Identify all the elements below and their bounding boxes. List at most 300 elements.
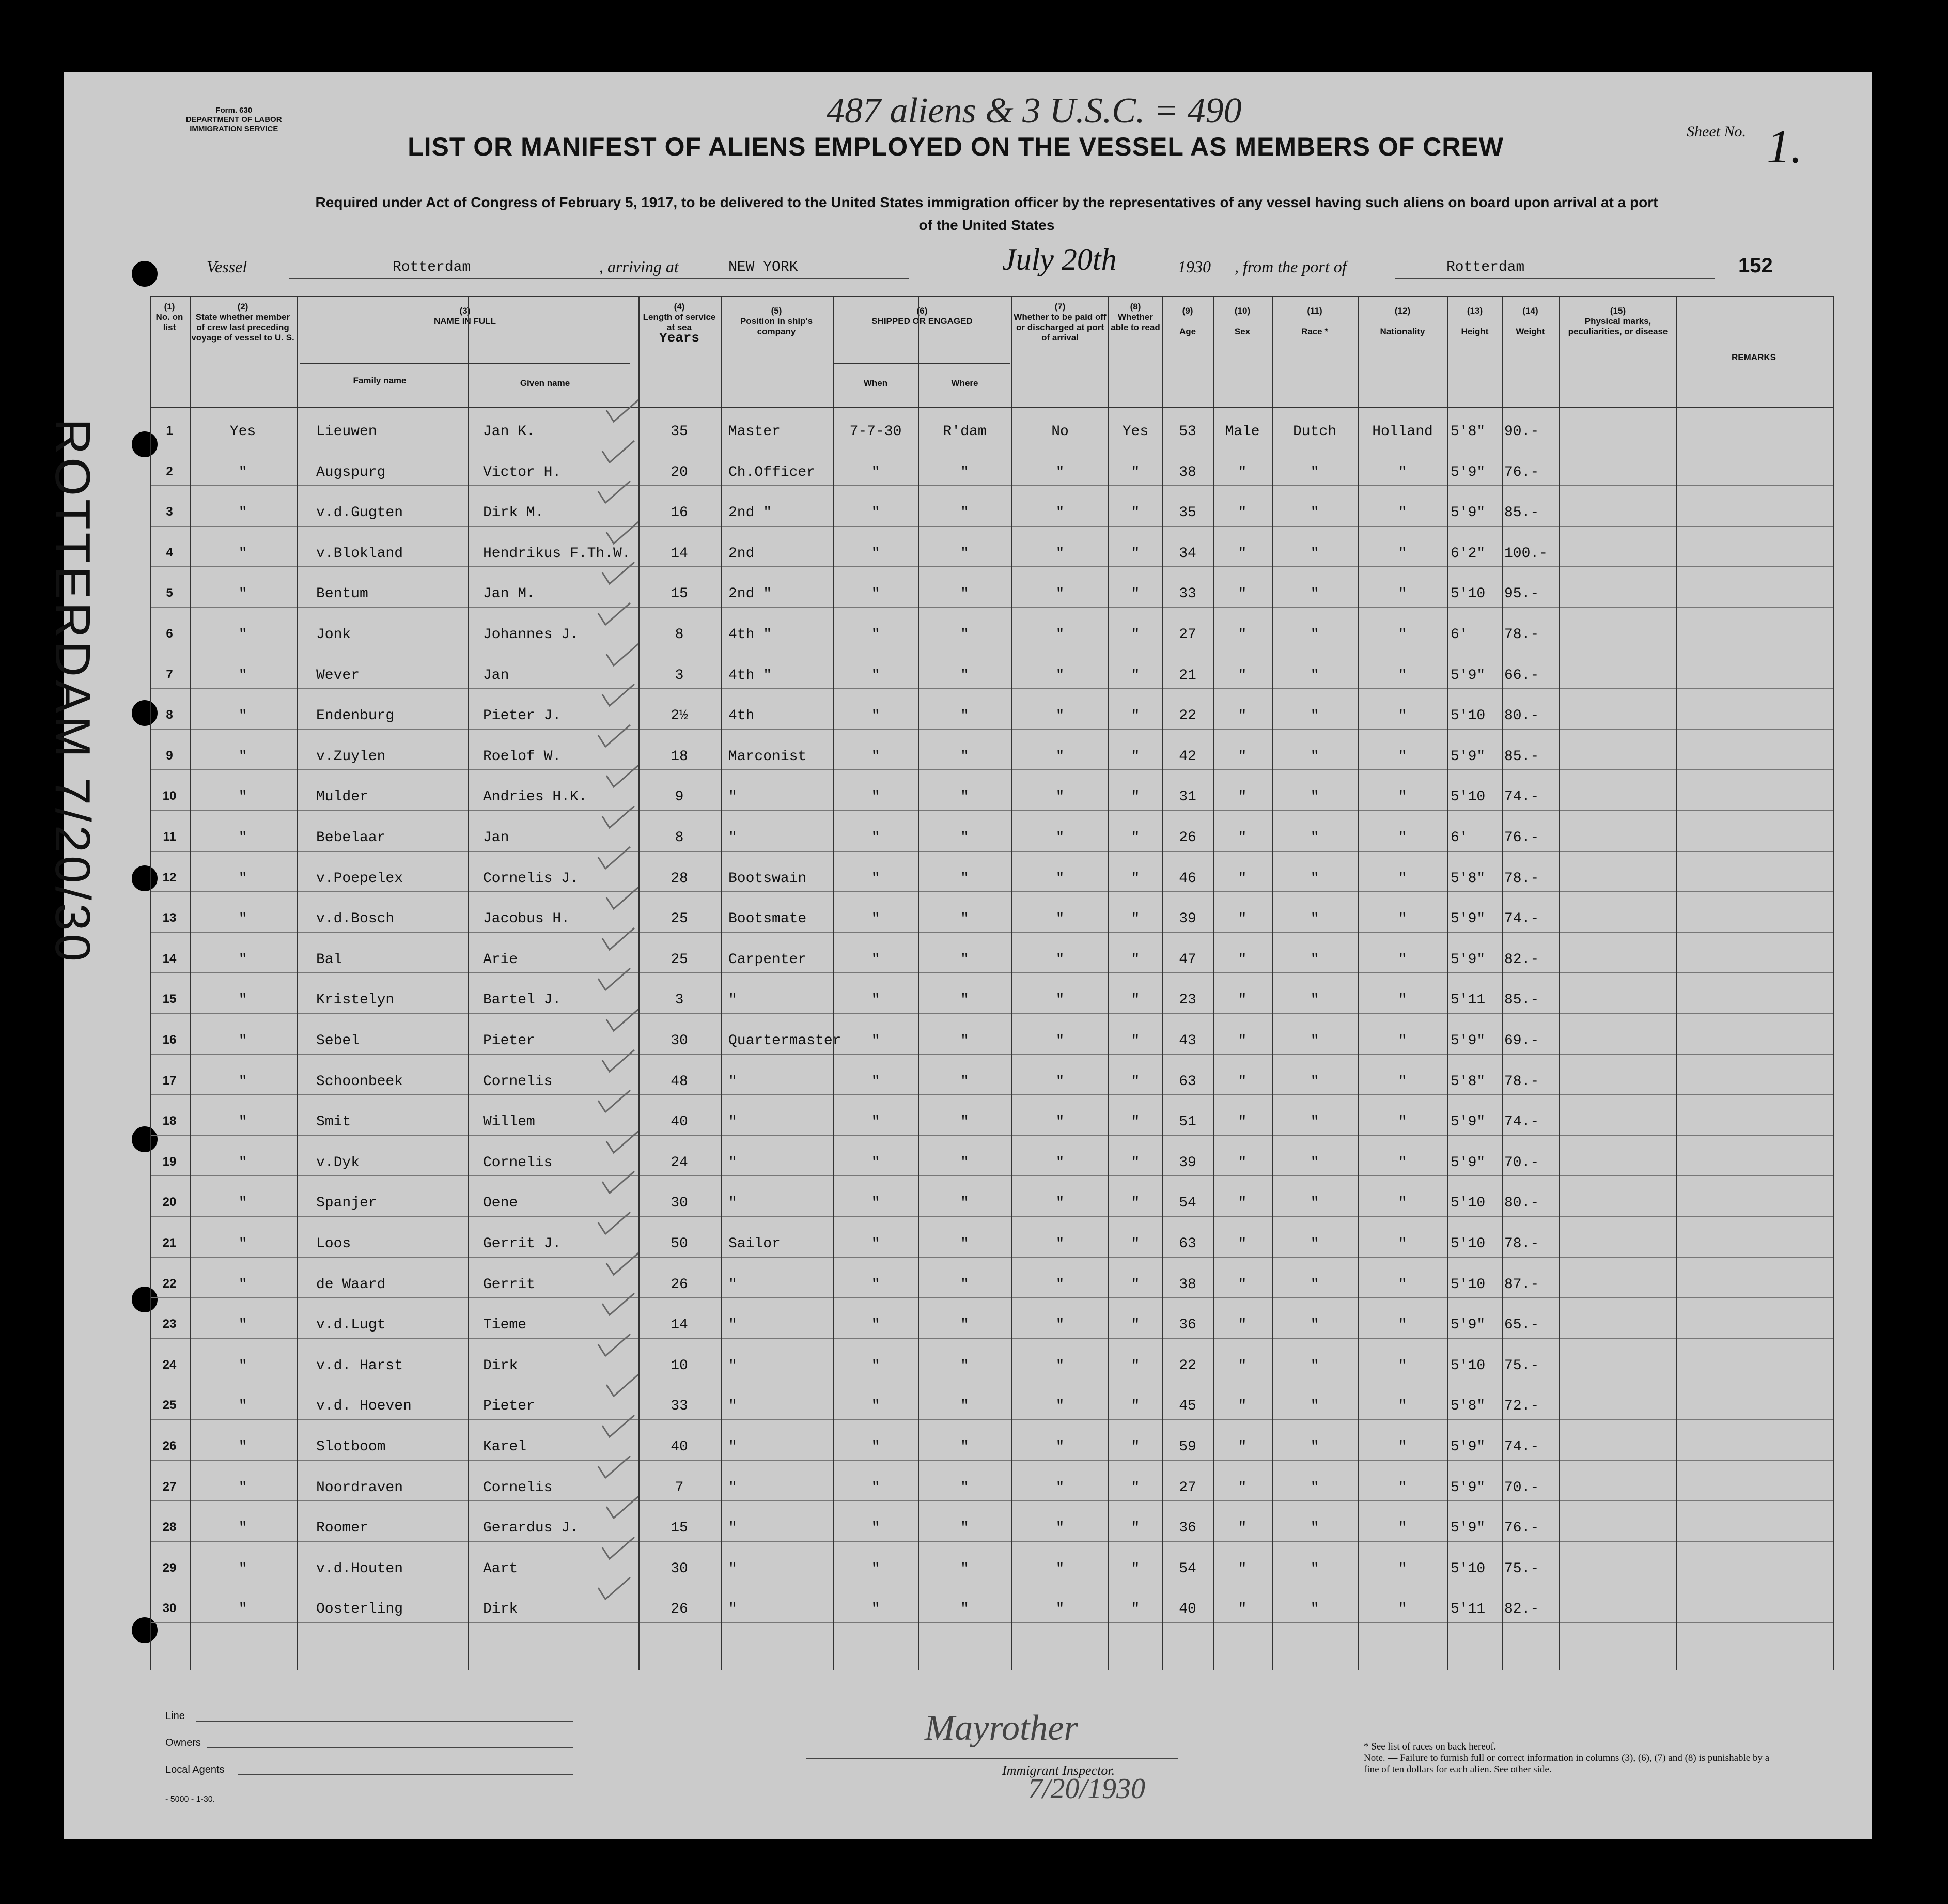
- family-name-cell: Sebel: [316, 1033, 360, 1049]
- able-to-read-cell: ": [1131, 1479, 1140, 1496]
- shipped-where-cell: ": [960, 1479, 969, 1496]
- shipped-where-cell: ": [960, 1236, 969, 1252]
- paid-off-cell: ": [1055, 1276, 1065, 1293]
- position-cell: 2nd: [728, 545, 755, 562]
- sex-cell: ": [1238, 1154, 1247, 1171]
- weight-cell: 90.-: [1504, 424, 1539, 440]
- shipped-where-cell: ": [960, 545, 969, 562]
- column-rule: [297, 296, 298, 1670]
- position-cell: 2nd ": [728, 586, 772, 602]
- page-number: 152: [1738, 254, 1773, 277]
- previous-voyage-cell: ": [238, 1601, 247, 1618]
- age-cell: 27: [1179, 1479, 1196, 1496]
- sex-cell: ": [1238, 586, 1247, 602]
- age-cell: 27: [1179, 627, 1196, 643]
- check-mark-icon: [604, 521, 641, 545]
- shipped-where-cell: ": [960, 1601, 969, 1618]
- row-rule: [150, 932, 1834, 933]
- sex-cell: ": [1238, 708, 1247, 724]
- family-name-cell: v.d.Lugt: [316, 1317, 386, 1334]
- row-number-cell: 23: [162, 1317, 177, 1332]
- years-service-cell: 9: [675, 789, 684, 806]
- given-name-cell: Pieter J.: [483, 708, 562, 724]
- given-name-cell: Victor H.: [483, 464, 562, 481]
- given-name-cell: Bartel J.: [483, 992, 562, 1009]
- race-cell: ": [1310, 1236, 1319, 1252]
- race-cell: ": [1310, 748, 1319, 765]
- column-rule: [1833, 296, 1834, 1670]
- shipped-where-cell: ": [960, 1317, 969, 1334]
- weight-cell: 78.-: [1504, 870, 1539, 887]
- paid-off-cell: ": [1055, 911, 1065, 927]
- row-rule: [150, 769, 1834, 770]
- shipped-when-cell: ": [871, 870, 880, 887]
- sex-cell: ": [1238, 870, 1247, 887]
- position-cell: ": [728, 1398, 737, 1415]
- height-cell: 6'2": [1451, 545, 1486, 562]
- nationality-cell: ": [1398, 1236, 1407, 1252]
- height-cell: 5'9": [1451, 667, 1486, 684]
- position-cell: ": [728, 1195, 737, 1212]
- footer-owners-label: Owners: [165, 1737, 201, 1748]
- shipped-where-cell: ": [960, 586, 969, 602]
- weight-cell: 85.-: [1504, 505, 1539, 521]
- height-cell: 5'11: [1451, 992, 1486, 1009]
- years-service-cell: 28: [671, 870, 688, 887]
- race-cell: ": [1310, 1479, 1319, 1496]
- from-port: Rotterdam: [1446, 259, 1525, 275]
- row-number-cell: 8: [166, 708, 173, 722]
- years-service-cell: 26: [671, 1276, 688, 1293]
- shipped-when-cell: ": [871, 1601, 880, 1618]
- previous-voyage-cell: ": [238, 505, 247, 521]
- able-to-read-cell: ": [1131, 505, 1140, 521]
- row-number-cell: 30: [162, 1601, 177, 1616]
- vessel-label: Vessel: [207, 257, 247, 276]
- check-mark-icon: [596, 1455, 632, 1479]
- family-name-cell: v.d. Harst: [316, 1357, 403, 1374]
- paid-off-cell: ": [1055, 464, 1065, 481]
- able-to-read-cell: ": [1131, 870, 1140, 887]
- given-name-cell: Jan K.: [483, 424, 535, 440]
- able-to-read-cell: ": [1131, 1154, 1140, 1171]
- race-cell: ": [1310, 667, 1319, 684]
- family-name-cell: Mulder: [316, 789, 368, 806]
- race-cell: ": [1310, 1560, 1319, 1577]
- sex-cell: ": [1238, 505, 1247, 521]
- race-cell: ": [1310, 992, 1319, 1009]
- column-rule: [150, 296, 151, 1670]
- inspector-label: Immigrant Inspector.: [1002, 1763, 1115, 1778]
- nationality-cell: ": [1398, 992, 1407, 1009]
- row-rule: [150, 1216, 1834, 1217]
- previous-voyage-cell: ": [238, 748, 247, 765]
- shipped-where-cell: ": [960, 870, 969, 887]
- nationality-cell: ": [1398, 1601, 1407, 1618]
- family-name-cell: Bal: [316, 951, 342, 968]
- row-rule: [150, 1419, 1834, 1420]
- arriving-port: NEW YORK: [728, 259, 798, 275]
- sex-cell: ": [1238, 1520, 1247, 1537]
- years-service-cell: 48: [671, 1073, 688, 1090]
- paid-off-cell: ": [1055, 627, 1065, 643]
- row-number-cell: 25: [162, 1398, 177, 1413]
- nationality-cell: ": [1398, 1033, 1407, 1049]
- nationality-cell: ": [1398, 1276, 1407, 1293]
- family-name-cell: Loos: [316, 1236, 351, 1252]
- sex-cell: ": [1238, 545, 1247, 562]
- family-name-cell: de Waard: [316, 1276, 386, 1293]
- race-cell: ": [1310, 1317, 1319, 1334]
- weight-cell: 69.-: [1504, 1033, 1539, 1049]
- position-cell: 4th: [728, 708, 755, 724]
- weight-cell: 80.-: [1504, 708, 1539, 724]
- weight-cell: 76.-: [1504, 464, 1539, 481]
- able-to-read-cell: ": [1131, 911, 1140, 927]
- height-cell: 5'10: [1451, 1357, 1486, 1374]
- age-cell: 34: [1179, 545, 1196, 562]
- nationality-cell: ": [1398, 748, 1407, 765]
- able-to-read-cell: ": [1131, 1439, 1140, 1455]
- nationality-cell: ": [1398, 1154, 1407, 1171]
- weight-cell: 95.-: [1504, 586, 1539, 602]
- form-number: Form. 630: [215, 106, 253, 115]
- row-rule: [150, 729, 1834, 730]
- paid-off-cell: ": [1055, 992, 1065, 1009]
- col-header-paid-off: (7) Whether to be paid off or discharged at port of arrival: [1014, 302, 1107, 343]
- position-cell: Ch.Officer: [728, 464, 816, 481]
- nationality-cell: ": [1398, 911, 1407, 927]
- nationality-cell: ": [1398, 1560, 1407, 1577]
- nationality-cell: ": [1398, 1114, 1407, 1131]
- column-rule: [190, 296, 191, 1670]
- row-rule: [150, 566, 1834, 567]
- years-service-cell: 8: [675, 830, 684, 846]
- nationality-cell: ": [1398, 545, 1407, 562]
- col-header-read: (8) Whether able to read: [1111, 302, 1160, 332]
- able-to-read-cell: ": [1131, 667, 1140, 684]
- previous-voyage-cell: ": [238, 545, 247, 562]
- able-to-read-cell: ": [1131, 1357, 1140, 1374]
- able-to-read-cell: ": [1131, 627, 1140, 643]
- shipped-when-cell: ": [871, 1154, 880, 1171]
- paid-off-cell: ": [1055, 1398, 1065, 1415]
- height-cell: 5'9": [1451, 951, 1486, 968]
- check-mark-icon: [600, 683, 636, 707]
- family-name-cell: Kristelyn: [316, 992, 395, 1009]
- nationality-cell: ": [1398, 1398, 1407, 1415]
- column-rule: [918, 296, 919, 1670]
- nationality-cell: ": [1398, 1357, 1407, 1374]
- nationality-cell: ": [1398, 708, 1407, 724]
- previous-voyage-cell: ": [238, 1073, 247, 1090]
- shipped-when-cell: ": [871, 708, 880, 724]
- years-service-cell: 30: [671, 1033, 688, 1049]
- years-service-cell: 14: [671, 545, 688, 562]
- given-name-cell: Roelof W.: [483, 748, 562, 765]
- years-service-cell: 26: [671, 1601, 688, 1618]
- row-rule: [150, 485, 1834, 486]
- column-rule: [721, 296, 722, 1670]
- given-name-cell: Gerrit J.: [483, 1236, 562, 1252]
- race-cell: ": [1310, 1439, 1319, 1455]
- shipped-where-cell: ": [960, 1560, 969, 1577]
- weight-cell: 78.-: [1504, 1236, 1539, 1252]
- shipped-when-cell: ": [871, 1276, 880, 1293]
- row-number-cell: 7: [166, 667, 173, 682]
- previous-voyage-cell: ": [238, 586, 247, 602]
- given-name-cell: Karel: [483, 1439, 527, 1455]
- family-name-cell: Endenburg: [316, 708, 395, 724]
- previous-voyage-cell: ": [238, 1479, 247, 1496]
- age-cell: 38: [1179, 464, 1196, 481]
- check-mark-icon: [604, 643, 641, 667]
- height-cell: 5'10: [1451, 1560, 1486, 1577]
- row-number-cell: 27: [162, 1479, 177, 1494]
- shipped-where-cell: ": [960, 1114, 969, 1131]
- paid-off-cell: ": [1055, 586, 1065, 602]
- family-name-cell: Jonk: [316, 627, 351, 643]
- years-service-cell: 14: [671, 1317, 688, 1334]
- position-cell: ": [728, 1276, 737, 1293]
- race-cell: ": [1310, 789, 1319, 806]
- previous-voyage-cell: ": [238, 1033, 247, 1049]
- age-cell: 51: [1179, 1114, 1196, 1131]
- race-cell: ": [1310, 1033, 1319, 1049]
- column-rule: [1676, 296, 1677, 1670]
- weight-cell: 65.-: [1504, 1317, 1539, 1334]
- column-rule: [1447, 296, 1448, 1670]
- height-cell: 5'10: [1451, 708, 1486, 724]
- age-cell: 63: [1179, 1236, 1196, 1252]
- sex-cell: ": [1238, 1601, 1247, 1618]
- position-cell: ": [728, 1560, 737, 1577]
- weight-cell: 74.-: [1504, 1439, 1539, 1455]
- subtitle-line-1: Required under Act of Congress of February 5, 1917, to be delivered to the United States immigration officer by the representatives of any vessel having such aliens on board upon arrival at a port: [315, 194, 1658, 210]
- previous-voyage-cell: ": [238, 789, 247, 806]
- able-to-read-cell: ": [1131, 1195, 1140, 1212]
- weight-cell: 75.-: [1504, 1357, 1539, 1374]
- nationality-cell: ": [1398, 1317, 1407, 1334]
- shipped-where-cell: ": [960, 1073, 969, 1090]
- family-name-cell: Noordraven: [316, 1479, 403, 1496]
- check-mark-icon: [604, 399, 641, 423]
- position-cell: 4th ": [728, 627, 772, 643]
- paid-off-cell: ": [1055, 1317, 1065, 1334]
- family-name-cell: v.Poepelex: [316, 870, 403, 887]
- row-rule: [150, 688, 1834, 689]
- row-number-cell: 19: [162, 1154, 177, 1169]
- paid-off-cell: ": [1055, 789, 1065, 806]
- col-header-shipped: (6) SHIPPED OR ENGAGED: [871, 306, 973, 326]
- arriving-label: , arriving at: [599, 257, 679, 276]
- paid-off-cell: ": [1055, 1479, 1065, 1496]
- sex-cell: ": [1238, 1073, 1247, 1090]
- race-cell: ": [1310, 586, 1319, 602]
- position-cell: Carpenter: [728, 951, 807, 968]
- given-name-cell: Gerardus J.: [483, 1520, 579, 1537]
- paid-off-cell: ": [1055, 1236, 1065, 1252]
- able-to-read-cell: ": [1131, 1033, 1140, 1049]
- shipped-when-cell: ": [871, 545, 880, 562]
- race-cell: ": [1310, 708, 1319, 724]
- shipped-where-cell: ": [960, 1276, 969, 1293]
- footer-local-agents-label: Local Agents: [165, 1764, 225, 1775]
- check-mark-icon: [596, 1211, 632, 1235]
- page-title: LIST OR MANIFEST OF ALIENS EMPLOYED ON THE VESSEL AS MEMBERS OF CREW: [408, 132, 1504, 161]
- shipped-when-cell: ": [871, 464, 880, 481]
- previous-voyage-cell: ": [238, 1236, 247, 1252]
- paid-off-cell: ": [1055, 1073, 1065, 1090]
- nationality-cell: ": [1398, 1195, 1407, 1212]
- position-cell: ": [728, 1114, 737, 1131]
- weight-cell: 70.-: [1504, 1479, 1539, 1496]
- family-name-cell: Oosterling: [316, 1601, 403, 1618]
- row-number-cell: 14: [162, 951, 177, 966]
- row-number-cell: 2: [166, 464, 173, 478]
- position-cell: Sailor: [728, 1236, 781, 1252]
- previous-voyage-cell: ": [238, 1276, 247, 1293]
- family-name-cell: Bentum: [316, 586, 368, 602]
- nationality-cell: ": [1398, 830, 1407, 846]
- sex-cell: ": [1238, 1114, 1247, 1131]
- previous-voyage-cell: ": [238, 1357, 247, 1374]
- previous-voyage-cell: ": [238, 830, 247, 846]
- nationality-cell: ": [1398, 1520, 1407, 1537]
- age-cell: 47: [1179, 951, 1196, 968]
- family-name-cell: Wever: [316, 667, 360, 684]
- shipped-when-cell: ": [871, 586, 880, 602]
- nationality-cell: ": [1398, 627, 1407, 643]
- row-rule: [150, 1013, 1834, 1014]
- position-cell: Master: [728, 424, 781, 440]
- paid-off-cell: ": [1055, 1601, 1065, 1618]
- col-header-physical-marks: (15) Physical marks, peculiarities, or disease: [1568, 306, 1668, 336]
- able-to-read-cell: ": [1131, 1601, 1140, 1618]
- sex-cell: ": [1238, 1276, 1247, 1293]
- age-cell: 46: [1179, 870, 1196, 887]
- given-name-cell: Pieter: [483, 1033, 535, 1049]
- family-name-cell: v.d.Gugten: [316, 505, 403, 521]
- family-name-cell: v.d.Houten: [316, 1560, 403, 1577]
- shipped-where-cell: ": [960, 627, 969, 643]
- column-rule: [468, 296, 469, 1670]
- shipped-when-cell: ": [871, 1479, 880, 1496]
- previous-voyage-cell: ": [238, 1520, 247, 1537]
- paid-off-cell: ": [1055, 748, 1065, 765]
- row-rule: [150, 851, 1834, 852]
- height-cell: 5'9": [1451, 1520, 1486, 1537]
- sex-cell: ": [1238, 1033, 1247, 1049]
- row-number-cell: 9: [166, 748, 173, 763]
- given-name-cell: Johannes J.: [483, 627, 579, 643]
- paid-off-cell: ": [1055, 708, 1065, 724]
- col-header-no: (1) No. on list: [155, 302, 183, 332]
- race-cell: ": [1310, 1601, 1319, 1618]
- row-rule: [150, 1622, 1834, 1623]
- age-cell: 35: [1179, 505, 1196, 521]
- paid-off-cell: ": [1055, 545, 1065, 562]
- age-cell: 39: [1179, 1154, 1196, 1171]
- row-number-cell: 6: [166, 627, 173, 641]
- weight-cell: 74.-: [1504, 911, 1539, 927]
- position-cell: ": [728, 1073, 737, 1090]
- sex-cell: ": [1238, 992, 1247, 1009]
- family-name-cell: Augspurg: [316, 464, 386, 481]
- weight-cell: 72.-: [1504, 1398, 1539, 1415]
- race-cell: ": [1310, 1398, 1319, 1415]
- given-name-cell: Pieter: [483, 1398, 535, 1415]
- given-name-cell: Oene: [483, 1195, 518, 1212]
- subtitle: [176, 191, 1798, 237]
- row-number-cell: 5: [166, 586, 173, 600]
- previous-voyage-cell: ": [238, 708, 247, 724]
- race-cell: ": [1310, 951, 1319, 968]
- col-header-name: (3) NAME IN FULL: [434, 306, 496, 326]
- col-header-where: Where: [951, 378, 978, 388]
- shipped-where-cell: ": [960, 1033, 969, 1049]
- age-cell: 33: [1179, 586, 1196, 602]
- paid-off-cell: ": [1055, 1154, 1065, 1171]
- sex-cell: ": [1238, 1317, 1247, 1334]
- weight-cell: 82.-: [1504, 951, 1539, 968]
- able-to-read-cell: ": [1131, 1236, 1140, 1252]
- shipped-where-cell: ": [960, 464, 969, 481]
- row-number-cell: 26: [162, 1439, 177, 1453]
- position-cell: Quartermaster: [728, 1033, 841, 1049]
- column-rule: [833, 296, 834, 1670]
- row-rule: [150, 1297, 1834, 1298]
- previous-voyage-cell: ": [238, 464, 247, 481]
- given-name-cell: Gerrit: [483, 1276, 535, 1293]
- row-rule: [150, 1175, 1834, 1176]
- arrival-date-handwritten: July 20th: [1002, 242, 1117, 276]
- height-cell: 5'11: [1451, 1601, 1486, 1618]
- able-to-read-cell: ": [1131, 830, 1140, 846]
- arrival-year: 1930: [1178, 257, 1211, 276]
- shipped-when-cell: ": [871, 505, 880, 521]
- years-service-cell: 3: [675, 992, 684, 1009]
- nationality-cell: ": [1398, 951, 1407, 968]
- age-cell: 42: [1179, 748, 1196, 765]
- previous-voyage-cell: ": [238, 870, 247, 887]
- sex-cell: Male: [1225, 424, 1260, 440]
- height-cell: 5'10: [1451, 1276, 1486, 1293]
- nationality-cell: ": [1398, 1073, 1407, 1090]
- row-number-cell: 10: [162, 789, 177, 803]
- vessel-line: [207, 242, 1808, 288]
- age-cell: 53: [1179, 424, 1196, 440]
- inspection-date-handwritten: 7/20/1930: [1028, 1773, 1146, 1805]
- check-mark-icon: [596, 1333, 632, 1357]
- years-service-cell: 40: [671, 1114, 688, 1131]
- penalty-note: Note. — Failure to furnish full or correct information in columns (3), (6), (7) and (8) is punishable by a fine of ten dollars for each alien. See other side.: [1364, 1753, 1770, 1775]
- height-cell: 5'10: [1451, 789, 1486, 806]
- height-cell: 5'10: [1451, 1195, 1486, 1212]
- previous-voyage-cell: ": [238, 627, 247, 643]
- able-to-read-cell: ": [1131, 545, 1140, 562]
- row-rule: [150, 810, 1834, 811]
- check-mark-icon: [600, 1170, 636, 1194]
- check-mark-icon: [600, 1049, 636, 1073]
- height-cell: 5'8": [1451, 870, 1486, 887]
- col-header-remarks: REMARKS: [1732, 352, 1776, 362]
- shipped-when-cell: ": [871, 1114, 880, 1131]
- paid-off-cell: ": [1055, 1560, 1065, 1577]
- row-rule: [150, 1500, 1834, 1501]
- position-cell: ": [728, 1357, 737, 1374]
- height-cell: 5'9": [1451, 1033, 1486, 1049]
